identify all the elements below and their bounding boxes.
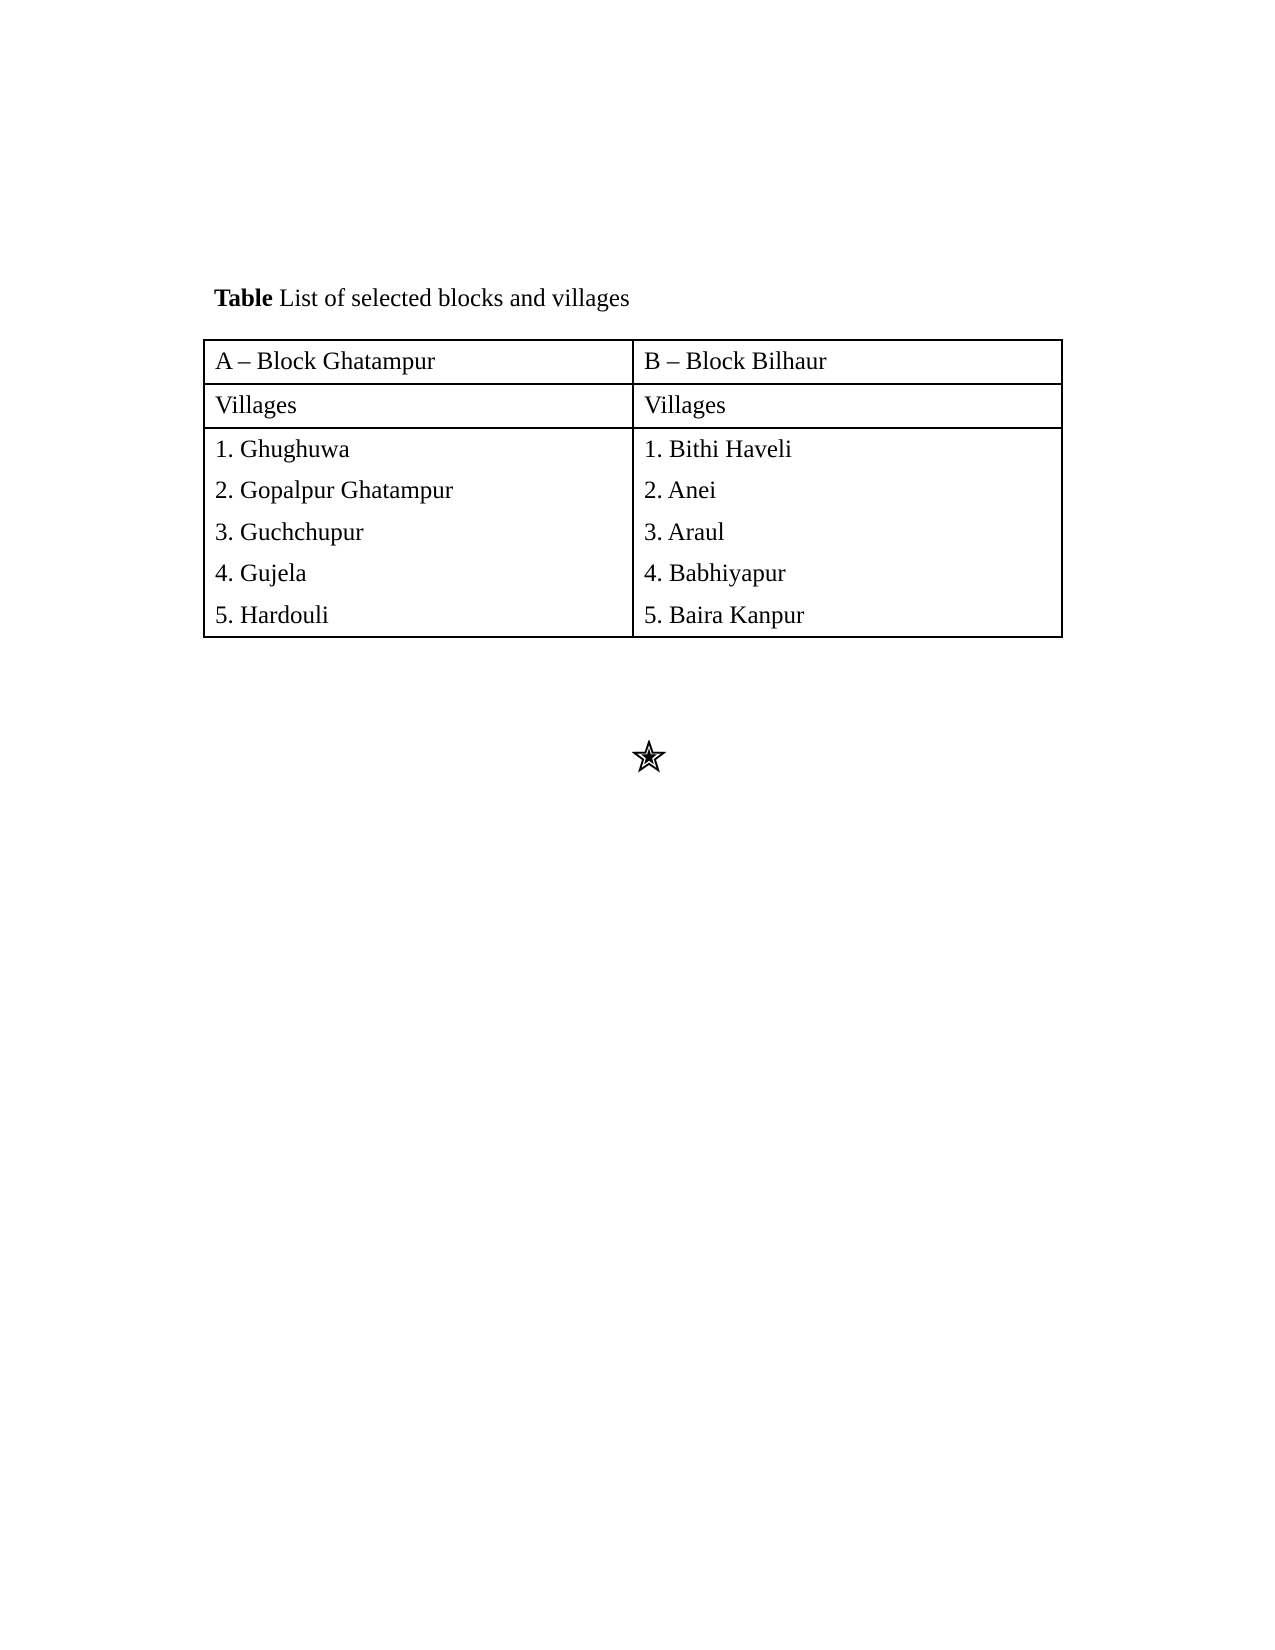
village-item: 1. Ghughuwa	[215, 436, 350, 463]
villages-table	[203, 339, 1063, 638]
table-caption-label: Table	[214, 285, 273, 312]
block-a-villages-label: Villages	[204, 384, 633, 428]
block-a-village-list	[215, 429, 632, 636]
block-b-village-list	[644, 429, 1061, 636]
village-item: 2. Anei	[644, 477, 717, 505]
block-b-header: B – Block Bilhaur	[633, 340, 1062, 384]
block-a-header: A – Block Ghatampur	[204, 340, 633, 384]
village-item: 3. Guchchupur	[215, 518, 364, 546]
table-villages-row	[204, 428, 1062, 637]
village-item: 4. Babhiyapur	[644, 560, 786, 588]
village-item: 5. Baira Kanpur	[644, 601, 805, 629]
block-b-villages-label: Villages	[633, 384, 1062, 428]
village-item: 4. Gujela	[215, 560, 307, 588]
table-header-row	[204, 340, 1062, 384]
village-item: 3. Araul	[644, 518, 725, 546]
block-b-village-cell	[633, 428, 1062, 637]
village-item: 1. Bithi Haveli	[644, 436, 792, 463]
village-item: 2. Gopalpur Ghatampur	[215, 477, 454, 505]
block-a-village-cell	[204, 428, 633, 637]
star-icon	[632, 740, 666, 774]
village-item: 5. Hardouli	[215, 601, 329, 629]
table-caption	[214, 282, 630, 316]
table-subheader-row	[204, 384, 1062, 428]
table-caption-text: List of selected blocks and villages	[272, 285, 630, 312]
